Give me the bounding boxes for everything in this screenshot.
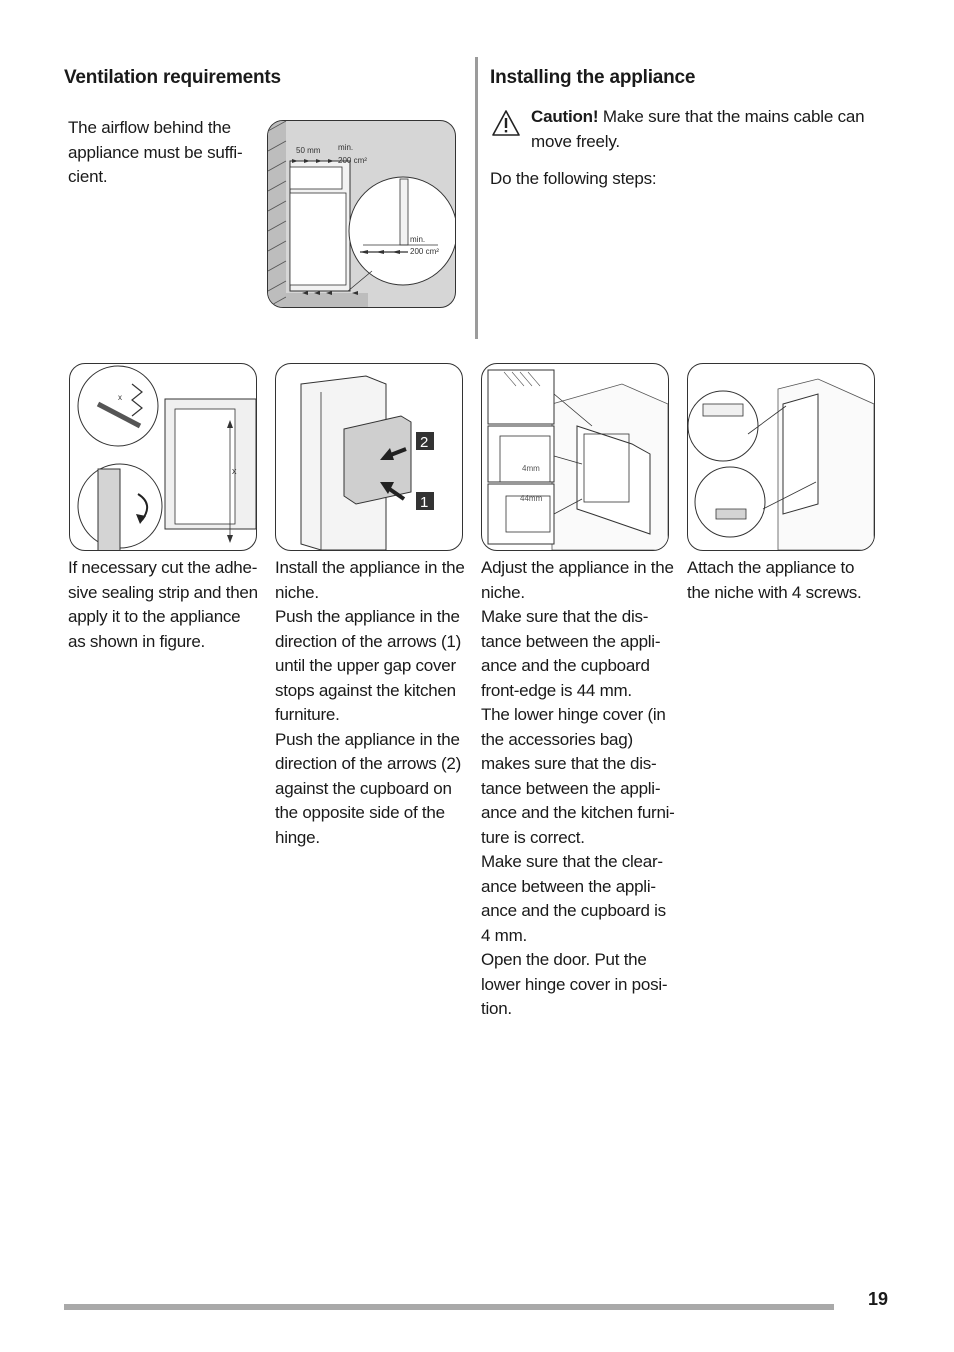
caution-text: Make sure that the mains cable can: [602, 107, 865, 126]
footer-rule: [64, 1304, 834, 1310]
top-gap-label: 50 mm: [296, 146, 321, 155]
caution-label: Caution!: [531, 107, 599, 126]
arrow-2-label: 2: [420, 434, 429, 451]
steps-intro: Do the following steps:: [490, 169, 657, 188]
step-1-figure: [69, 363, 257, 551]
arrow-1-label: 1: [420, 494, 429, 511]
bottom-area-label-min: min.: [410, 235, 426, 244]
top-area-label-value: 200 cm²: [338, 156, 367, 165]
step-1-label-x-left: x: [118, 393, 122, 402]
step-2-caption: Install the appliance in the niche. Push the appliance in the direction of the arrows (1) until the upper gap cover stops against the kitchen furniture. Push the appliance in the direction of the arrows (2) against the cupboard on the opposite side of the hinge.: [275, 558, 465, 847]
ventilation-text: The airflow behind the appliance must be suffi- cient.: [68, 118, 243, 187]
step-3-figure: [481, 363, 669, 551]
ventilation-figure: [267, 120, 456, 308]
step-1-label-x-right: x: [232, 466, 237, 476]
step-4-figure: [687, 363, 875, 551]
caution-line-1: [531, 105, 864, 130]
gap-4mm-label: 4mm: [522, 464, 540, 473]
installing-heading: Installing the appliance: [490, 67, 696, 88]
step-3-caption: Adjust the appliance in the niche. Make sure that the dis- tance between the appli- ance and the cupboard front-edge is 44 mm. The lower hinge cover (in the accessories bag) makes sure that the dis- tance between the appli- ance and the kitchen furni- ture is correct. Make sure that the clear- ance between the appli- ance and the cupboard is 4 mm. Open the door. Put the lower hinge cover in posi- tion.: [481, 558, 675, 1018]
warning-triangle-icon: [491, 109, 521, 137]
column-divider: [475, 57, 478, 339]
step-1-caption: If necessary cut the adhe- sive sealing strip and then apply it to the appliance as shown in figure.: [68, 558, 258, 651]
top-area-label-min: min.: [338, 143, 354, 152]
step-2-figure: [275, 363, 463, 551]
gap-44mm-label: 44mm: [520, 494, 543, 503]
step-4-caption: Attach the appliance to the niche with 4 screws.: [687, 558, 862, 602]
ventilation-heading: Ventilation requirements: [64, 67, 281, 88]
caution-line-2: move freely.: [531, 132, 620, 151]
bottom-area-label-value: 200 cm²: [410, 247, 439, 256]
page-number: 19: [868, 1289, 889, 1309]
